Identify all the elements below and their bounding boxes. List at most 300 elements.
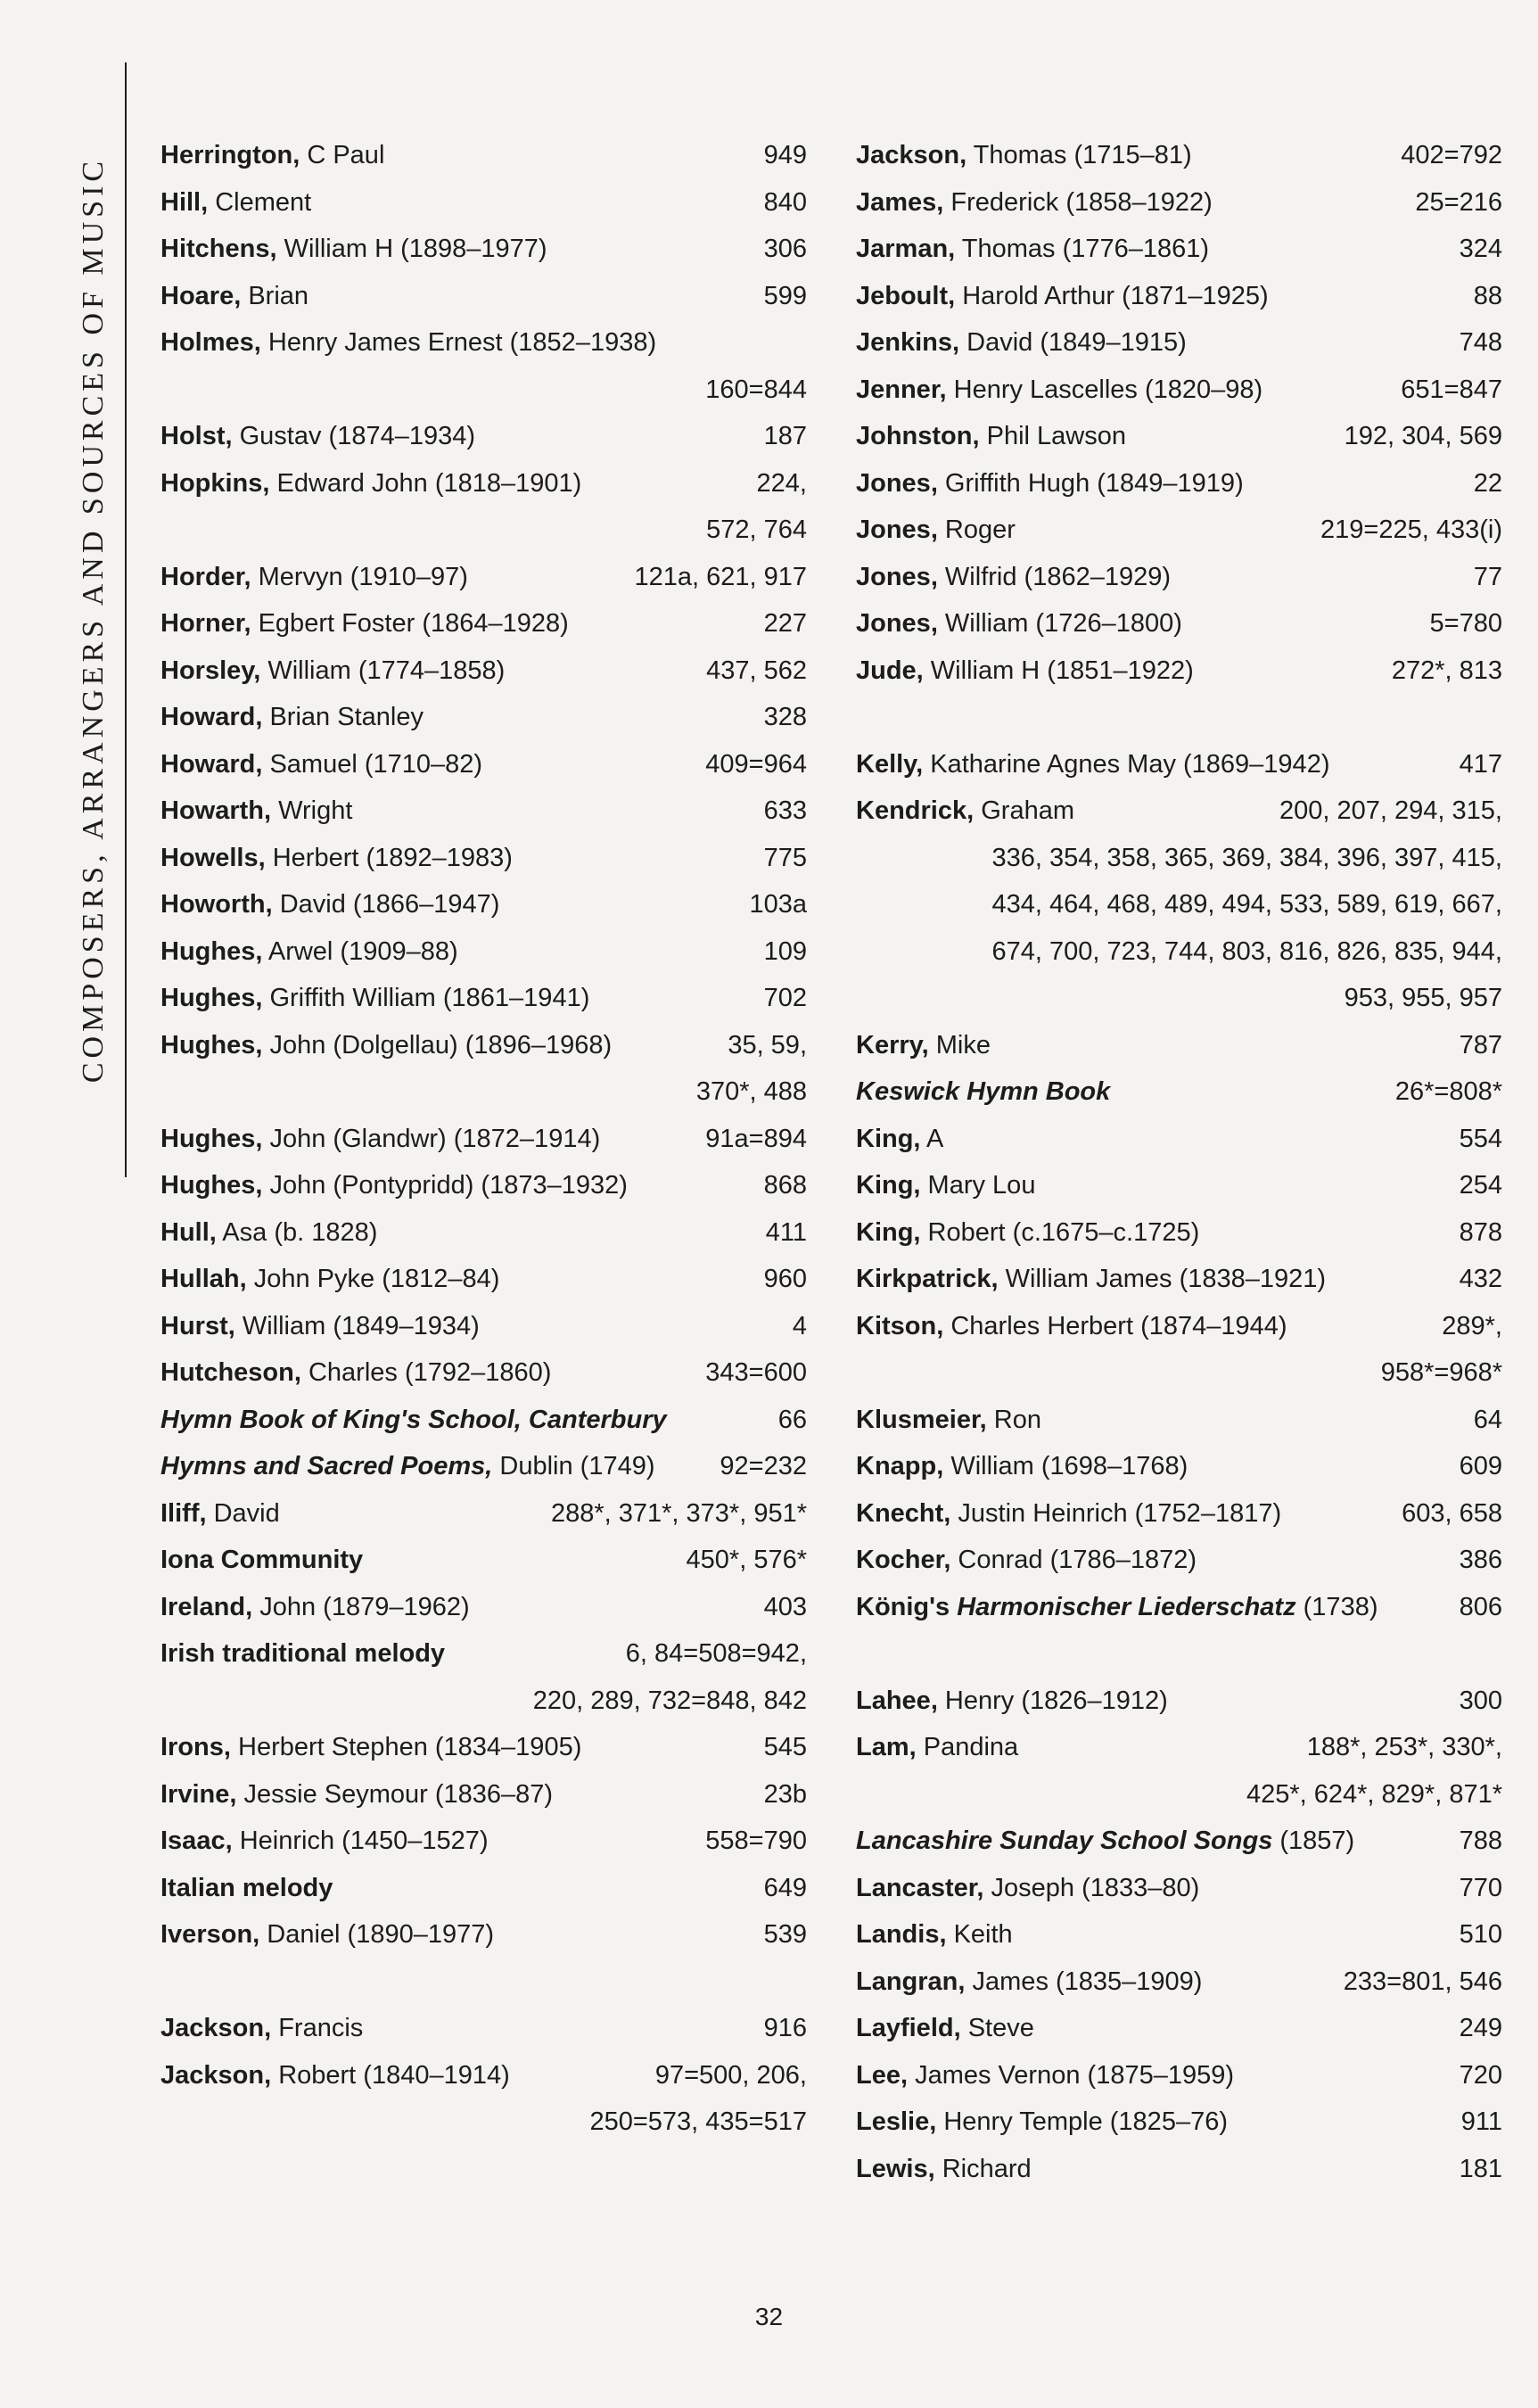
entry-detail: Brian Stanley (262, 703, 424, 731)
index-entry (160, 132, 807, 179)
entry-references: 103a (749, 890, 807, 919)
entry-detail: James Vernon (1875–1959) (908, 2060, 1235, 2090)
entry-detail: Charles (1792–1860) (300, 1358, 552, 1387)
entry-heading (856, 1068, 1110, 1116)
entry-name: Lancashire Sunday School Songs (856, 1827, 1273, 1855)
index-entry (160, 1865, 807, 1912)
entry-detail: William (1849–1934) (234, 1311, 480, 1340)
entry-references: 609 (1459, 1452, 1502, 1480)
entry-references: 35, 59, (728, 1030, 807, 1060)
entry-detail: Mike (928, 1030, 991, 1060)
entry-name: Leslie, (856, 2107, 937, 2136)
index-entry (160, 1209, 807, 1257)
entry-name: Knapp, (856, 1452, 944, 1480)
entry-name: Langran, (856, 1967, 966, 1996)
entry-references: 188*, 253*, 330*, (1306, 1733, 1502, 1761)
entry-detail: John (1879–1962) (252, 1592, 470, 1621)
entry-heading (856, 2052, 1234, 2099)
entry-references: 787 (1459, 1030, 1502, 1060)
entry-heading (856, 319, 1187, 367)
entry-name: Ireland, (160, 1592, 253, 1621)
entry-detail: Wilfrid (1862–1929) (937, 562, 1172, 591)
entry-name: Hurst, (160, 1311, 235, 1340)
entry-name: Jenner, (856, 375, 947, 404)
entry-detail: (1738) (1295, 1592, 1378, 1621)
entry-heading (856, 1911, 1013, 1959)
entry-references: 775 (763, 843, 807, 872)
entry-references-continued: 250=573, 435=517 (589, 2107, 807, 2136)
entry-detail: Robert (c.1675–c.1725) (920, 1217, 1200, 1247)
entry-name: Irvine, (160, 1779, 237, 1809)
entry-references: 227 (763, 609, 807, 638)
entry-heading (856, 1584, 1378, 1631)
index-entry (160, 881, 807, 928)
entry-detail: Jessie Seymour (1836–87) (236, 1779, 554, 1809)
entry-heading (856, 1162, 1035, 1209)
entry-name: Iona Community (160, 1546, 364, 1574)
entry-name: Landis, (856, 1920, 947, 1949)
entry-detail: Henry James Ernest (1852–1938) (260, 328, 657, 357)
entry-heading (160, 881, 499, 928)
index-entry (856, 2099, 1502, 2146)
entry-references: 417 (1459, 749, 1502, 779)
entry-name: Hopkins, (160, 468, 270, 498)
index-entry (160, 413, 807, 460)
entry-references: 432 (1459, 1265, 1502, 1293)
entry-heading (160, 1116, 600, 1163)
index-entry (856, 1256, 1502, 1303)
entry-heading (160, 319, 656, 367)
entry-name: Jones, (856, 562, 938, 591)
entry-references: 306 (763, 235, 807, 263)
entry-references-continued: 336, 354, 358, 365, 369, 384, 396, 397, 415, (991, 843, 1502, 872)
entry-heading (856, 1256, 1326, 1303)
entry-name: Hughes, (160, 936, 263, 966)
index-entry (160, 554, 807, 601)
entry-name: König's (856, 1592, 950, 1621)
entry-heading (160, 2005, 363, 2052)
entry-references: 649 (763, 1873, 807, 1902)
entry-references: 437, 562 (706, 656, 807, 685)
entry-references: 770 (1459, 1873, 1502, 1902)
index-entry (160, 179, 807, 227)
index-entry (856, 1022, 1502, 1069)
entry-detail: William (1726–1800) (937, 609, 1182, 638)
entry-detail: Harold Arthur (1871–1925) (955, 281, 1269, 310)
letter-gap (160, 1959, 807, 2006)
entry-name: Hull, (160, 1217, 217, 1247)
entry-detail: David (206, 1498, 280, 1528)
entry-heading (856, 1443, 1188, 1490)
entry-name: Holmes, (160, 328, 261, 357)
entry-detail: Graham (974, 796, 1074, 825)
entry-references-continued: 958*=968* (1380, 1358, 1502, 1387)
entry-references: 23b (763, 1779, 807, 1809)
entry-references: 324 (1459, 235, 1502, 263)
index-entry (856, 1865, 1502, 1912)
entry-name: Jackson, (160, 2060, 272, 2090)
entry-heading (856, 132, 1192, 179)
entry-references: 92=232 (720, 1452, 807, 1480)
entry-name: Lewis, (856, 2154, 935, 2183)
entry-heading (160, 1537, 363, 1584)
entry-heading (160, 273, 308, 320)
entry-name: Howard, (160, 749, 263, 779)
entry-references: 22 (1473, 468, 1502, 498)
index-entry (160, 1537, 807, 1584)
entry-references: 328 (763, 703, 807, 731)
entry-detail: A (920, 1124, 944, 1153)
entry-detail: Ron (986, 1405, 1041, 1434)
entry-heading (160, 600, 569, 647)
index-entry (856, 1911, 1502, 1959)
index-entry (160, 1911, 807, 1959)
entry-references: 233=801, 546 (1343, 1967, 1502, 1996)
entry-heading (160, 554, 468, 601)
sidebar (62, 62, 127, 1177)
index-entry (856, 788, 1502, 835)
entry-references: 878 (1459, 1217, 1502, 1247)
entry-references: 289*, (1442, 1311, 1502, 1340)
entry-references: 97=500, 206, (654, 2060, 807, 2090)
entry-detail: Justin Heinrich (1752–1817) (950, 1498, 1282, 1528)
entry-name: Horder, (160, 562, 251, 591)
index-entry (856, 1959, 1502, 2006)
entry-references: 554 (1459, 1124, 1502, 1153)
index-entry (160, 1630, 807, 1678)
entry-references: 633 (763, 796, 807, 825)
entry-detail: Joseph (1833–80) (983, 1873, 1200, 1902)
entry-heading (856, 1397, 1041, 1444)
entry-detail: Brian (241, 281, 309, 310)
entry-heading (856, 1678, 1168, 1725)
index-entry (160, 788, 807, 835)
entry-references: 603, 658 (1402, 1498, 1502, 1528)
entry-name: Howard, (160, 703, 263, 731)
entry-detail: (1857) (1272, 1827, 1355, 1855)
entry-name: Irish traditional melody (160, 1639, 446, 1668)
entry-detail: Thomas (1715–81) (966, 141, 1192, 169)
entry-heading (160, 1256, 499, 1303)
index-entry (160, 1349, 807, 1397)
entry-name: Johnston, (856, 422, 980, 450)
index-entry (160, 1584, 807, 1631)
entry-source-title: Harmonischer Liederschatz (950, 1592, 1296, 1621)
entry-references: 960 (763, 1265, 807, 1293)
entry-name: Lam, (856, 1733, 917, 1761)
entry-references: 249 (1459, 2014, 1502, 2042)
entry-name: Kelly, (856, 749, 924, 779)
index-entry (160, 1818, 807, 1865)
entry-references: 343=600 (705, 1358, 807, 1387)
index-entry (856, 1678, 1502, 1725)
index-entry (160, 975, 807, 1022)
entry-references-continued: 953, 955, 957 (1344, 984, 1502, 1012)
entry-detail: David (1849–1915) (959, 328, 1187, 357)
entry-name: Herrington, (160, 141, 300, 169)
entry-heading (856, 554, 1171, 601)
entry-references-continued: 425*, 624*, 829*, 871* (1246, 1779, 1502, 1809)
entry-heading (856, 226, 1209, 273)
entry-references: 510 (1459, 1920, 1502, 1949)
sidebar-title: COMPOSERS, ARRANGERS AND SOURCES OF MUSIC (77, 156, 110, 1084)
entry-references: 916 (763, 2014, 807, 2042)
entry-name: Hughes, (160, 1171, 263, 1200)
entry-name: Lee, (856, 2060, 909, 2090)
entry-references: 402=792 (1401, 141, 1502, 169)
entry-detail: Wright (271, 796, 353, 825)
entry-detail: Pandina (916, 1733, 1019, 1761)
entry-heading (160, 1443, 654, 1490)
index-entry (856, 1397, 1502, 1444)
entry-name: Jackson, (856, 141, 967, 169)
entry-detail: William James (1838–1921) (998, 1265, 1327, 1293)
index-entry (160, 319, 807, 367)
entry-name: King, (856, 1217, 921, 1247)
entry-heading (160, 1397, 667, 1444)
entry-references: 558=790 (705, 1827, 807, 1855)
entry-heading (160, 132, 384, 179)
entry-detail: Egbert Foster (1864–1928) (251, 609, 569, 638)
entry-name: Kitson, (856, 1311, 944, 1340)
index-entry (856, 2052, 1502, 2099)
entry-detail: Dublin (1749) (492, 1452, 655, 1480)
entry-detail: John (Pontypridd) (1873–1932) (262, 1171, 628, 1200)
entry-heading (160, 1022, 612, 1069)
entry-heading (856, 413, 1126, 460)
entry-name: Howells, (160, 843, 266, 872)
index-entry (856, 741, 1502, 788)
entry-name: Layfield, (856, 2014, 961, 2042)
entry-heading (160, 694, 424, 741)
entry-heading (856, 1209, 1199, 1257)
entry-references: 748 (1459, 328, 1502, 357)
index-entry (160, 600, 807, 647)
entry-references: 192, 304, 569 (1344, 422, 1502, 450)
entry-heading (160, 1865, 333, 1912)
entry-references: 77 (1473, 562, 1502, 591)
entry-name: Kocher, (856, 1546, 951, 1574)
index-entry (856, 132, 1502, 179)
entry-detail: Richard (934, 2154, 1032, 2183)
entry-references: 806 (1459, 1592, 1502, 1621)
entry-references: 720 (1459, 2060, 1502, 2090)
entry-detail: Asa (b. 1828) (216, 1217, 378, 1247)
entry-detail: Henry Lascelles (1820–98) (946, 375, 1263, 404)
index-entry (160, 460, 807, 507)
index-entry (856, 1724, 1502, 1771)
entry-name: King, (856, 1171, 921, 1200)
entry-detail: John Pyke (1812–84) (246, 1265, 500, 1293)
index-entry (856, 1443, 1502, 1490)
entry-detail: Charles Herbert (1874–1944) (943, 1311, 1287, 1340)
index-entry (856, 2005, 1502, 2052)
entry-name: Irons, (160, 1733, 231, 1761)
entry-detail: James (1835–1909) (965, 1967, 1203, 1996)
entry-name: Horsley, (160, 656, 261, 685)
entry-name: Keswick Hymn Book (856, 1077, 1111, 1106)
entry-references: 91a=894 (705, 1124, 807, 1153)
entry-name: Kendrick, (856, 796, 975, 825)
index-entry (856, 460, 1502, 507)
entry-heading (160, 1162, 628, 1209)
entry-detail: Daniel (1890–1977) (259, 1920, 495, 1949)
entry-name: Isaac, (160, 1827, 233, 1855)
entry-name: Howorth, (160, 890, 273, 919)
entry-references: 411 (765, 1217, 807, 1247)
entry-references: 288*, 371*, 373*, 951* (550, 1498, 807, 1528)
entry-references: 66 (777, 1405, 807, 1434)
index-entry (160, 1490, 807, 1538)
entry-name: Kirkpatrick, (856, 1265, 999, 1293)
letter-gap (856, 1630, 1502, 1678)
entry-name: Hughes, (160, 1030, 263, 1060)
index-entry (856, 554, 1502, 601)
entry-heading (160, 1630, 445, 1678)
entry-references: 26*=808* (1394, 1077, 1502, 1106)
index-entry (160, 928, 807, 976)
entry-heading (160, 1911, 494, 1959)
entry-references: 219=225, 433(i) (1320, 515, 1502, 544)
entry-detail: Henry (1826–1912) (937, 1686, 1168, 1715)
entry-references: 386 (1459, 1546, 1502, 1574)
entry-name: Hymns and Sacred Poems, (160, 1452, 493, 1480)
entry-name: Kerry, (856, 1030, 929, 1060)
entry-heading (160, 1490, 280, 1538)
index-entry (160, 1397, 807, 1444)
entry-heading (160, 788, 352, 835)
entry-heading (856, 741, 1329, 788)
entry-name: Hughes, (160, 984, 263, 1012)
entry-name: Jeboult, (856, 281, 956, 310)
entry-references: 181 (1459, 2154, 1502, 2183)
entry-heading (856, 273, 1269, 320)
entry-name: Hutcheson, (160, 1358, 301, 1387)
index-entry (160, 1022, 807, 1069)
entry-references: 121a, 621, 917 (634, 562, 807, 591)
index-entry (160, 647, 807, 695)
index-entry (856, 1303, 1502, 1350)
entry-detail: Phil Lawson (979, 422, 1126, 450)
entry-heading (160, 179, 311, 227)
index-entry (856, 1537, 1502, 1584)
entry-name: Jude, (856, 656, 924, 685)
entry-name: Lancaster, (856, 1873, 984, 1902)
entry-references: 949 (763, 141, 807, 169)
entry-references (796, 319, 807, 367)
entry-detail: John (Dolgellau) (1896–1968) (262, 1030, 613, 1060)
entry-heading (856, 1116, 943, 1163)
entry-name: Horner, (160, 609, 251, 638)
index-entry (856, 1209, 1502, 1257)
entry-detail: Clement (208, 187, 312, 217)
entry-references: 300 (1459, 1686, 1502, 1715)
entry-references: 911 (1460, 2107, 1502, 2136)
index-entry (856, 1116, 1502, 1163)
entry-heading (856, 367, 1262, 414)
entry-heading (856, 1865, 1199, 1912)
entry-detail: Gustav (1874–1934) (232, 422, 476, 450)
entry-name: Jackson, (160, 2014, 272, 2042)
entry-name: Italian melody (160, 1873, 333, 1902)
entry-name: Jones, (856, 609, 938, 638)
entry-heading (856, 1818, 1354, 1865)
entry-heading (160, 460, 581, 507)
index-entry (856, 647, 1502, 695)
entry-heading (160, 413, 475, 460)
entry-heading (160, 226, 547, 273)
index-entry (856, 273, 1502, 320)
entry-heading (856, 460, 1244, 507)
index-entry (160, 1303, 807, 1350)
entry-heading (160, 1771, 553, 1818)
entry-detail: Henry Temple (1825–76) (936, 2107, 1228, 2136)
entry-detail: Mervyn (1910–97) (251, 562, 468, 591)
entry-detail: Conrad (1786–1872) (950, 1546, 1197, 1574)
entry-references-continued: 572, 764 (706, 515, 807, 544)
entry-detail: William H (1898–1977) (276, 235, 547, 263)
entry-detail: Robert (1840–1914) (271, 2060, 510, 2090)
left-column (160, 132, 807, 2146)
entry-name: Jarman, (856, 235, 956, 263)
index-entry (160, 1443, 807, 1490)
entry-heading (856, 1537, 1197, 1584)
right-column (856, 132, 1502, 2192)
entry-references: 88 (1473, 281, 1502, 310)
entry-references: 224, (756, 468, 807, 498)
entry-name: Knecht, (856, 1498, 951, 1528)
entry-name: King, (856, 1124, 921, 1153)
entry-detail: William (1774–1858) (260, 656, 506, 685)
entry-references: 840 (763, 187, 807, 217)
entry-name: Jones, (856, 515, 938, 544)
entry-name: Hughes, (160, 1124, 263, 1153)
entry-detail: Katharine Agnes May (1869–1942) (923, 749, 1330, 779)
index-entry (160, 835, 807, 882)
entry-references: 539 (763, 1920, 807, 1949)
entry-heading (160, 1209, 377, 1257)
entry-references: 702 (763, 984, 807, 1012)
index-entry (160, 694, 807, 741)
index-entry (856, 1584, 1502, 1631)
index-entry (160, 1724, 807, 1771)
index-entry (856, 1490, 1502, 1538)
entry-heading (160, 1584, 470, 1631)
entry-heading (856, 1959, 1202, 2006)
entry-detail: Griffith Hugh (1849–1919) (937, 468, 1244, 498)
entry-detail: Mary Lou (920, 1171, 1036, 1200)
entry-name: Lahee, (856, 1686, 938, 1715)
entry-references: 4 (792, 1311, 807, 1340)
entry-references: 409=964 (705, 749, 807, 779)
entry-heading (856, 788, 1074, 835)
index-entry (160, 1771, 807, 1818)
entry-detail: Herbert Stephen (1834–1905) (230, 1733, 582, 1761)
entry-heading (160, 975, 589, 1022)
entry-detail: Herbert (1892–1983) (265, 843, 513, 872)
entry-name: Hitchens, (160, 235, 277, 263)
entry-references: 200, 207, 294, 315, (1279, 796, 1502, 825)
entry-references: 450*, 576* (686, 1546, 807, 1574)
index-entry (160, 1256, 807, 1303)
entry-heading (160, 741, 482, 788)
entry-detail: Heinrich (1450–1527) (232, 1827, 489, 1855)
index-entry (856, 179, 1502, 227)
entry-heading (856, 1724, 1018, 1771)
index-entry (160, 1162, 807, 1209)
index-entry (856, 1818, 1502, 1865)
index-entry (160, 1116, 807, 1163)
